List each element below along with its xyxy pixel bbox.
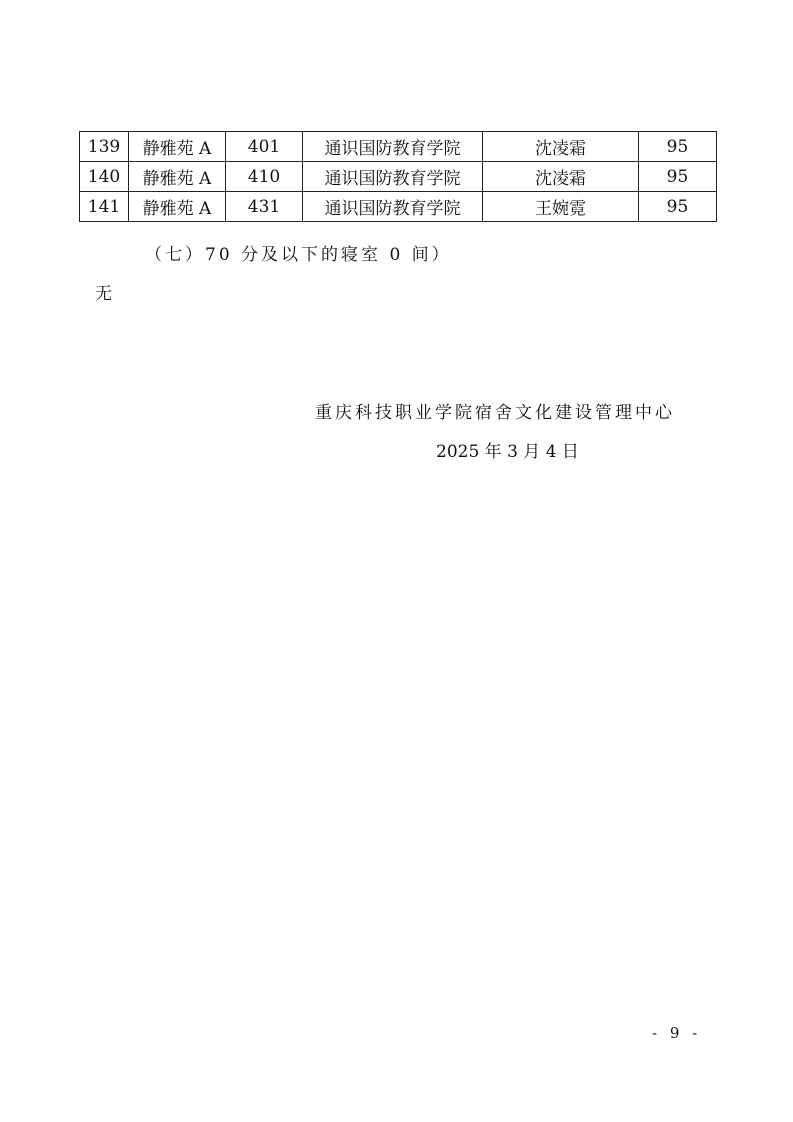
signature-organization: 重庆科技职业学院宿舍文化建设管理中心 bbox=[315, 403, 675, 423]
college-cell: 通识国防教育学院 bbox=[303, 132, 483, 162]
section-body-text: 无 bbox=[95, 284, 112, 304]
score-cell: 95 bbox=[639, 162, 717, 192]
page-number: - 9 - bbox=[652, 1024, 702, 1042]
row-index-cell: 141 bbox=[80, 192, 129, 222]
row-index-cell: 139 bbox=[80, 132, 129, 162]
building-cell: 静雅苑 A bbox=[129, 192, 226, 222]
counselor-cell: 沈凌霜 bbox=[483, 162, 639, 192]
section-heading: （七）70 分及以下的寝室 0 间） bbox=[145, 245, 452, 265]
table-row bbox=[80, 132, 717, 162]
room-number-cell: 410 bbox=[226, 162, 303, 192]
counselor-cell: 王婉霓 bbox=[483, 192, 639, 222]
score-cell: 95 bbox=[639, 132, 717, 162]
college-cell: 通识国防教育学院 bbox=[303, 162, 483, 192]
signature-date: 2025 年 3 月 4 日 bbox=[436, 442, 579, 462]
score-cell: 95 bbox=[639, 192, 717, 222]
room-number-cell: 401 bbox=[226, 132, 303, 162]
room-number-cell: 431 bbox=[226, 192, 303, 222]
dorm-score-table bbox=[79, 131, 717, 222]
college-cell: 通识国防教育学院 bbox=[303, 192, 483, 222]
building-cell: 静雅苑 A bbox=[129, 132, 226, 162]
table-row bbox=[80, 192, 717, 222]
row-index-cell: 140 bbox=[80, 162, 129, 192]
counselor-cell: 沈凌霜 bbox=[483, 132, 639, 162]
table-row bbox=[80, 162, 717, 192]
building-cell: 静雅苑 A bbox=[129, 162, 226, 192]
